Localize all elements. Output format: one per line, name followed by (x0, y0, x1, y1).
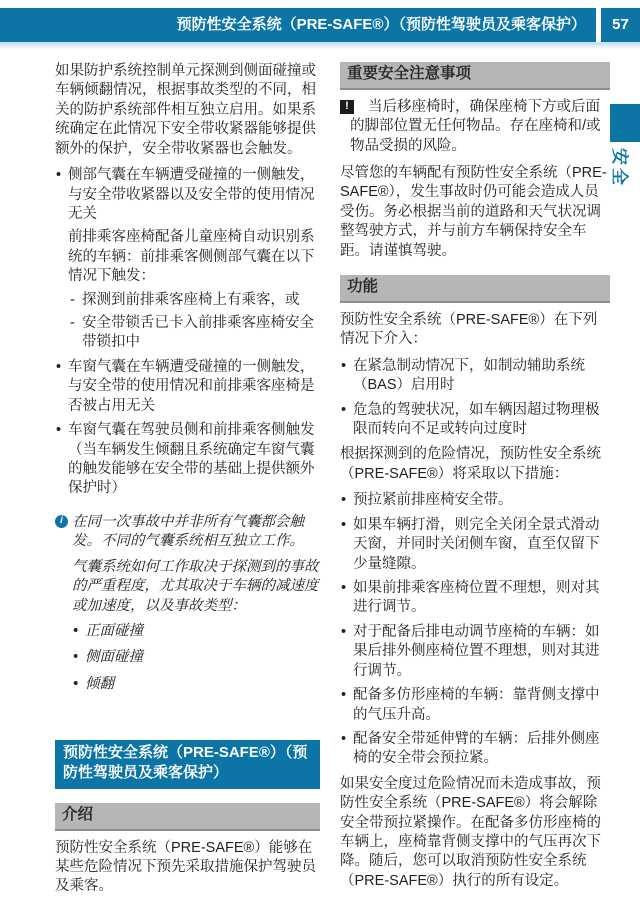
warning-note (340, 98, 610, 156)
page-number: 57 (612, 16, 629, 33)
list-item: • 正面碰撞 (72, 622, 320, 641)
list-item (55, 166, 320, 353)
function-section-header: 功能 (340, 275, 610, 303)
measures-list (340, 491, 610, 768)
page-title: 预防性安全系统（PRE-SAFE®）（预防性驾驶员及乘客保护） (176, 16, 586, 33)
list-item: • 在紧急制动情况下，如制动辅助系统（BAS）启用时 (340, 357, 610, 396)
list-item: • 侧面碰撞 (72, 648, 320, 667)
list-item: • 车窗气囊在车辆遭受碰撞的一侧触发，与安全带的使用情况和前排乘客座椅是否被占用无关 (55, 358, 320, 416)
info-note (55, 513, 320, 694)
list-item: • 对于配备后排电动调节座椅的车辆：如果后排外侧座椅位置不理想，则对其进行调节。 (340, 623, 610, 681)
info-icon: i (55, 515, 68, 528)
presafe-intro-text: 预防性安全系统（PRE-SAFE®）能够在某些危险情况下预先采取措施保护驾驶员及乘客。 (55, 839, 316, 895)
list-item: • 车窗气囊在驾驶员侧和前排乘客侧触发（当车辆发生倾翻且系统确定车窗气囊的触发能够在安全带的基础上提供额外保护时） (55, 421, 320, 499)
right-column (340, 62, 610, 904)
airbag-trigger-list (55, 166, 320, 499)
intro-section-header: 介绍 (55, 803, 320, 831)
warning-text: 当后移座椅时，确保座椅下方或后面的脚部位置无任何物品。存在座椅和/或物品受损的风险。 (350, 98, 601, 154)
sub-condition-list (68, 291, 320, 353)
list-item: • 配备安全带延伸臂的车辆：后排外侧座椅的安全带会预拉紧。 (340, 730, 610, 769)
list-item: • 倾翻 (72, 675, 320, 694)
closing-paragraph: 如果安全度过危险情况而未造成事故，预防性安全系统（PRE-SAFE®）将会解除安全带预拉紧操作。在配备多仿形座椅的车辆上，座椅靠背侧支撑中的气压再次下降。随后，您可以取消预防性安全系统（PRE-SAFE®）执行的所有设定。 (340, 775, 601, 889)
note-paragraph: 在同一次事故中并非所有气囊都会触发。不同的气囊系统相互独立工作。 (72, 513, 304, 550)
intro-paragraph: 如果防护系统控制单元探测到侧面碰撞或车辆倾翻情况，根据事故类型的不同，相关的防护系统部件相互独立启用。如果系统确定在此情况下安全带收紧器能够提供额外的保护，安全带收紧器也会触发。 (55, 63, 316, 157)
chapter-label: 安全 (610, 148, 629, 188)
list-item: • 危急的驾驶状况，如车辆因超过物理极限而转向不足或转向过度时 (340, 401, 610, 440)
page-content (55, 62, 610, 904)
list-item: - 探测到前排乘客座椅上有乘客，或 (68, 291, 320, 310)
page-header (0, 8, 640, 42)
sub-intro-text: 前排乘客座椅配备儿童座椅自动识别系统的车辆：前排乘客侧侧部气囊在以下情况下触发： (68, 229, 315, 285)
warning-icon: ! (340, 100, 354, 114)
caution-paragraph: 尽管您的车辆配有预防性安全系统（PRE-SAFE®），发生事故时仍可能会造成人员受伤。务必根据当前的道路和天气状况调整驾驶方式，并与前方车辆保持安全车距。请谨慎驾驶。 (340, 165, 607, 259)
list-item: • 预拉紧前排座椅安全带。 (340, 491, 610, 510)
list-item: • 如果前排乘客座椅位置不理想，则对其进行调节。 (340, 579, 610, 618)
list-item: - 安全带锁舌已卡入前排乘客座椅安全带锁扣中 (68, 314, 320, 353)
safety-notes-header: 重要安全注意事项 (340, 62, 610, 90)
function-intro: 预防性安全系统（PRE-SAFE®）在下列情况下介入： (340, 311, 598, 348)
header-fade (0, 42, 640, 50)
list-item: • 配备多仿形座椅的车辆：靠背侧支撑中的气压升高。 (340, 686, 610, 725)
list-item-text: 侧部气囊在车辆遭受碰撞的一侧触发，与安全带收紧器以及安全带的使用情况无关 (68, 167, 315, 222)
section-banner: 预防性安全系统（PRE-SAFE®）（预防性驾驶员及乘客保护） (55, 740, 320, 789)
chapter-tab (610, 104, 640, 142)
left-column (55, 62, 320, 904)
note-paragraph: 气囊系统如何工作取决于探测到的事故的严重程度，尤其取决于车辆的减速度或加速度，以及事故类型： (72, 558, 319, 614)
trigger-condition-list (340, 357, 610, 440)
accident-type-list (72, 622, 320, 694)
measures-intro: 根据探测到的危险情况，预防性安全系统（PRE-SAFE®）将采取以下措施： (340, 446, 601, 482)
list-item: • 如果车辆打滑，则完全关闭全景式滑动天窗，并同时关闭侧车窗，直至仅留下少量缝隙。 (340, 516, 610, 574)
